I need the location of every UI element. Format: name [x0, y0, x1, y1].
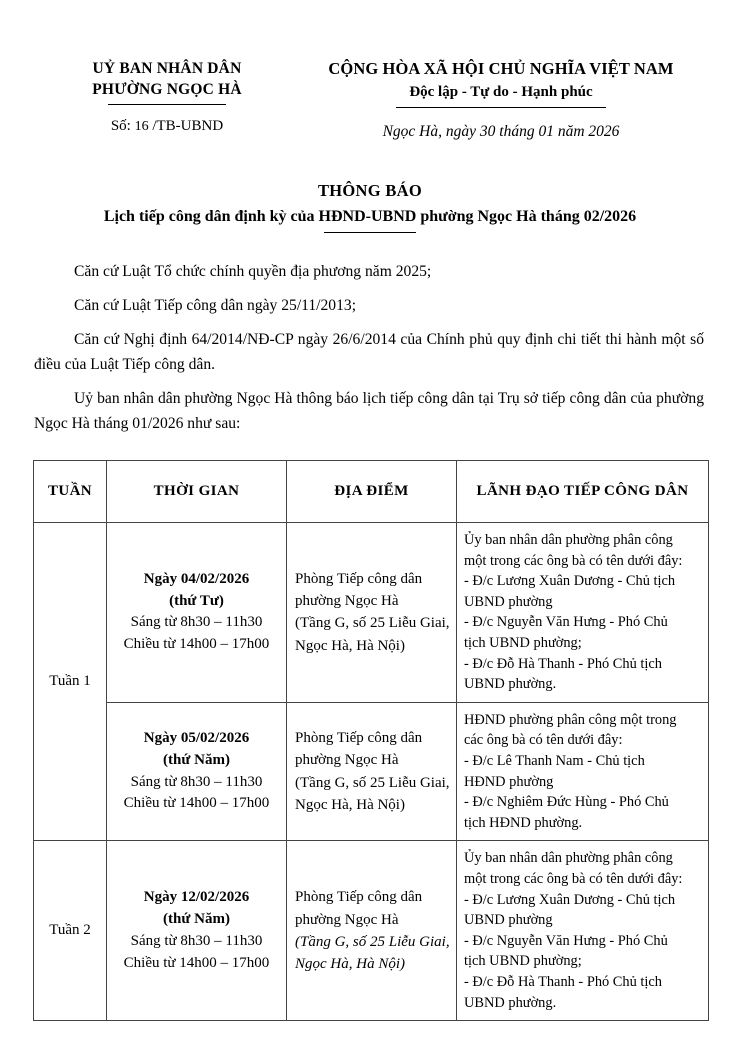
column-header-place: ĐỊA ĐIỂM — [287, 461, 457, 523]
schedule-weekday: (thứ Năm) — [163, 910, 230, 927]
leader-line: Ủy ban nhân dân phường phân công — [464, 532, 673, 549]
national-motto: Độc lập - Tự do - Hạnh phúc — [409, 84, 593, 101]
place-name-line2: phường Ngọc Hà — [295, 752, 399, 769]
subtitle-divider — [324, 232, 416, 233]
schedule-morning: Sáng từ 8h30 – 11h30 — [130, 932, 263, 949]
body-paragraph: Căn cứ Luật Tổ chức chính quyền địa phương năm 2025; — [74, 263, 432, 281]
schedule-afternoon: Chiều từ 14h00 – 17h00 — [123, 636, 270, 653]
leader-line: - Đ/c Nguyễn Văn Hưng - Phó Chủ — [464, 932, 668, 949]
place-address-line1: (Tầng G, số 25 Liễu Giai, — [295, 774, 450, 791]
place-name-line1: Phòng Tiếp công dân — [295, 889, 423, 906]
document-number-value: 16 — [134, 118, 149, 134]
leader-line: - Đ/c Lương Xuân Dương - Chủ tịch — [464, 891, 676, 908]
schedule-afternoon: Chiều từ 14h00 – 17h00 — [123, 795, 270, 812]
schedule-afternoon: Chiều từ 14h00 – 17h00 — [123, 954, 270, 971]
leader-line: UBND phường — [464, 912, 553, 929]
body-paragraph: Căn cứ Luật Tiếp công dân ngày 25/11/2013; — [74, 296, 357, 314]
leader-line: UBND phường. — [464, 676, 557, 693]
title-block — [32, 180, 708, 233]
schedule-date: Ngày 12/02/2026 — [143, 888, 250, 905]
place-address-line2: Ngọc Hà, Hà Nội) — [295, 796, 405, 813]
leader-line: một trong các ông bà có tên dưới đây: — [464, 552, 683, 569]
column-header-leader: LÃNH ĐẠO TIẾP CÔNG DÂN — [457, 461, 709, 523]
schedule-morning: Sáng từ 8h30 – 11h30 — [130, 614, 263, 631]
leader-line: - Đ/c Nguyễn Văn Hưng - Phó Chủ — [464, 614, 668, 631]
document-number — [40, 118, 294, 135]
cell-week: Tuần 2 — [34, 841, 107, 1021]
page-title: THÔNG BÁO — [317, 181, 422, 201]
cell-place — [287, 841, 457, 1021]
issuing-authority-line1: UỶ BAN NHÂN DÂN — [92, 60, 242, 77]
schedule-date: Ngày 05/02/2026 — [143, 729, 250, 746]
leader-line: tịch HĐND phường. — [464, 814, 583, 831]
place-name-line1: Phòng Tiếp công dân — [295, 571, 423, 588]
schedule-weekday: (thứ Năm) — [163, 751, 230, 768]
schedule-table — [33, 460, 709, 1021]
letterhead — [32, 58, 708, 141]
cell-leader — [457, 841, 709, 1021]
table-header-row — [34, 461, 709, 523]
leader-line: các ông bà có tên dưới đây: — [464, 732, 623, 749]
leader-line: HĐND phường — [464, 773, 554, 790]
letterhead-right — [294, 58, 708, 141]
cell-place — [287, 523, 457, 703]
place-address-line2: Ngọc Hà, Hà Nội) — [295, 637, 405, 654]
leader-line: tịch UBND phường; — [464, 635, 582, 652]
cell-leader — [457, 702, 709, 841]
leader-line: UBND phường — [464, 593, 553, 610]
cell-time — [107, 841, 287, 1021]
cell-leader — [457, 523, 709, 703]
place-and-date: Ngọc Hà, ngày 30 tháng 01 năm 2026 — [382, 123, 620, 141]
table-row — [34, 523, 709, 703]
document-number-suffix: /TB-UBND — [152, 117, 224, 134]
schedule-date: Ngày 04/02/2026 — [143, 570, 250, 587]
body-paragraph: Uỷ ban nhân dân phường Ngọc Hà thông báo lịch tiếp công dân tại Trụ sở tiếp công dân của phường Ngọc Hà tháng 01/2026 như sau: — [34, 389, 704, 432]
body-paragraph: Căn cứ Nghị định 64/2014/NĐ-CP ngày 26/6/2014 của Chính phủ quy định chi tiết thi hành một số điều của Luật Tiếp công dân. — [34, 330, 704, 373]
schedule-morning: Sáng từ 8h30 – 11h30 — [130, 773, 263, 790]
column-header-time: THỜI GIAN — [107, 461, 287, 523]
document-number-prefix: Số: — [110, 117, 131, 134]
place-address-line2: Ngọc Hà, Hà Nội) — [295, 955, 405, 972]
place-address-line1: (Tầng G, số 25 Liễu Giai, — [295, 615, 450, 632]
national-title: CỘNG HÒA XÃ HỘI CHỦ NGHĨA VIỆT NAM — [328, 59, 674, 78]
column-header-week: TUẦN — [34, 461, 107, 523]
leader-line: UBND phường. — [464, 994, 557, 1011]
leader-line: Ủy ban nhân dân phường phân công — [464, 850, 673, 867]
place-name-line2: phường Ngọc Hà — [295, 593, 399, 610]
place-name-line2: phường Ngọc Hà — [295, 911, 399, 928]
table-row — [34, 702, 709, 841]
leader-line: HĐND phường phân công một trong — [464, 711, 677, 728]
table-row — [34, 841, 709, 1021]
leader-line: tịch UBND phường; — [464, 953, 582, 970]
cell-place — [287, 702, 457, 841]
letterhead-right-divider — [396, 107, 606, 108]
leader-line: - Đ/c Nghiêm Đức Hùng - Phó Chủ — [464, 794, 669, 811]
leader-line: - Đ/c Lương Xuân Dương - Chủ tịch — [464, 573, 676, 590]
document-body — [32, 259, 708, 436]
letterhead-left-divider — [108, 104, 226, 105]
letterhead-left — [32, 58, 294, 135]
place-address-line1: (Tầng G, số 25 Liễu Giai, — [295, 933, 450, 950]
cell-time — [107, 702, 287, 841]
leader-line: - Đ/c Đỗ Hà Thanh - Phó Chủ tịch — [464, 973, 662, 990]
page-subtitle: Lịch tiếp công dân định kỳ của HĐND-UBND phường Ngọc Hà tháng 02/2026 — [103, 208, 637, 226]
leader-line: - Đ/c Lê Thanh Nam - Chủ tịch — [464, 752, 645, 769]
schedule-weekday: (thứ Tư) — [169, 592, 224, 609]
cell-time — [107, 523, 287, 703]
leader-line: một trong các ông bà có tên dưới đây: — [464, 870, 683, 887]
leader-line: - Đ/c Đỗ Hà Thanh - Phó Chủ tịch — [464, 655, 662, 672]
place-name-line1: Phòng Tiếp công dân — [295, 730, 423, 747]
cell-week: Tuần 1 — [34, 523, 107, 841]
issuing-authority-line2: PHƯỜNG NGỌC HÀ — [92, 81, 242, 99]
